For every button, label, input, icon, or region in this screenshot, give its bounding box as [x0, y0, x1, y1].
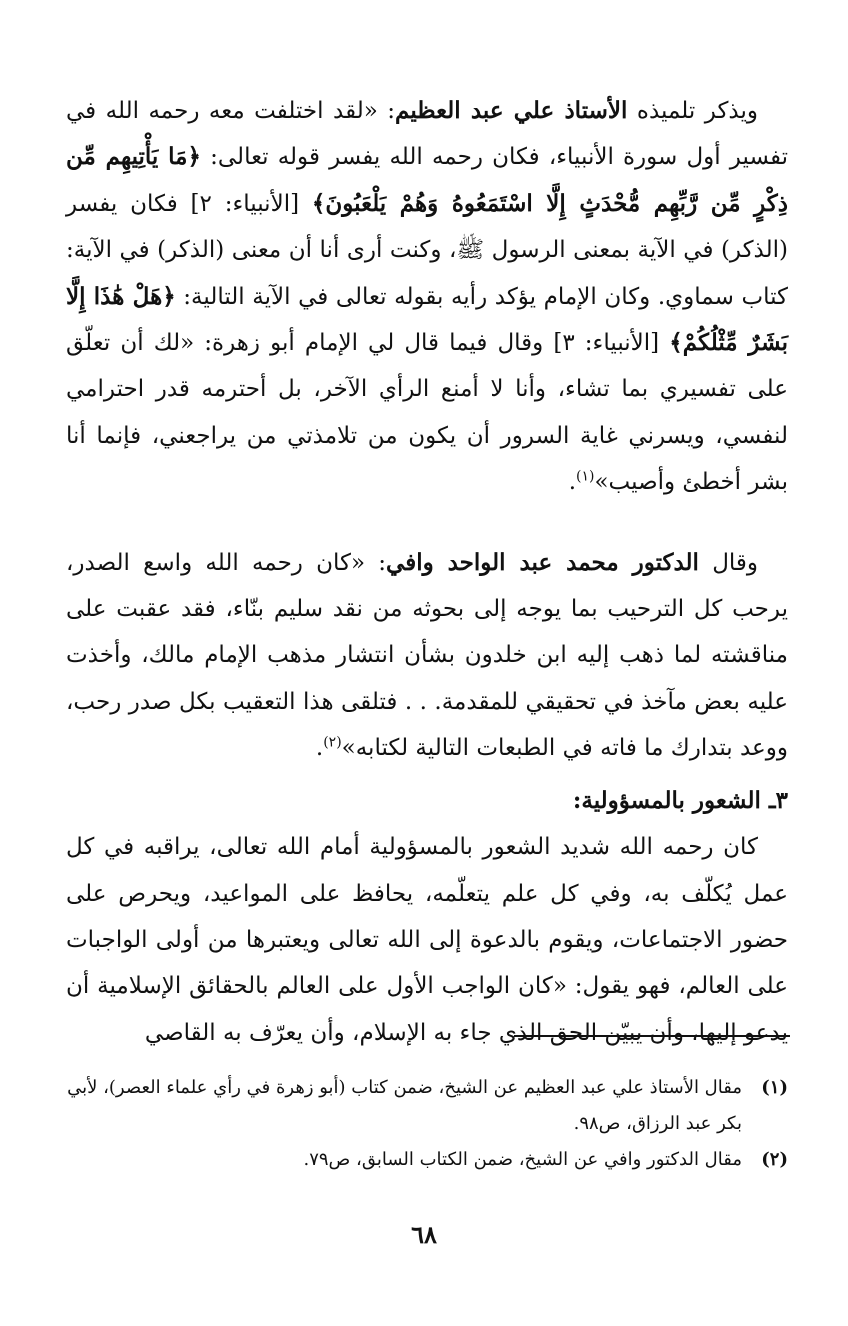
footnote-separator — [514, 1035, 790, 1037]
footnote-marker-2: (٢) — [323, 734, 342, 751]
footnote-2 — [66, 1142, 788, 1178]
section-heading: ٣ـ الشعور بالمسؤولية: — [572, 786, 788, 814]
paragraph1-intro: ويذكر تلميذه — [636, 98, 758, 124]
footnote-2-number: (٢) — [761, 1149, 788, 1170]
footnote-1-number: (١) — [761, 1077, 788, 1098]
paragraph-wafi — [66, 540, 788, 772]
paragraph1-end: . — [568, 469, 577, 496]
quran-reference-2: [الأنبياء: ٣] — [553, 330, 660, 357]
footnotes — [66, 1070, 788, 1178]
paragraph1-name: الأستاذ علي عبد العظيم — [395, 97, 628, 124]
paragraph1-text-b: فكان يفسر (الذكر) في الآية بمعنى الرسول ﷺ، وكنت أرى أنا أن معنى (الذكر) في الآية: كتاب سماوي. وكان الإمام يؤكد رأيه بقوله تعالى في الآية التالية: — [66, 190, 789, 310]
paragraph1-text-a: : «لقد اختلفت معه رحمه الله في تفسير أول سورة الأنبياء، فكان رحمه الله يفسر قوله تعالى: — [66, 98, 788, 171]
paragraph2-end: . — [315, 735, 324, 762]
quran-verse-2: ﴿هَلْ هَٰذَا إِلَّا بَشَرٌ مِّثْلُكُمْ﴾ — [66, 282, 789, 357]
footnote-2-text: مقال الدكتور وافي عن الشيخ، ضمن الكتاب السابق، ص٧٩. — [303, 1149, 742, 1170]
page-number: ٦٨ — [411, 1220, 437, 1249]
paragraph-ali-abdel-azim — [66, 88, 788, 506]
footnote-1 — [66, 1070, 788, 1142]
paragraph2-text: : «كان رحمه الله واسع الصدر، يرحب كل الترحيب بما يوجه إلى بحوثه من نقد سليم بنّاء، فقد عقبت على مناقشته لما ذهب إليه ابن خلدون بشأن انتشار مذهب الإمام مالك، وأخذت عليه بعض مآخذ في تحقيقي للمقدمة. . . فتلقى هذا التعقيب بكل صدر رحب، ووعد بتدارك ما فاته في الطبعات التالية لكتابه» — [66, 549, 788, 762]
footnote-1-text: مقال الأستاذ علي عبد العظيم عن الشيخ، ضمن كتاب (أبو زهرة في رأي علماء العصر)، لأبي بكر عبد الرزاق، ص٩٨. — [67, 1077, 742, 1134]
footnote-marker-1: (١) — [576, 468, 595, 485]
quran-reference-1: [الأنبياء: ٢] — [190, 190, 300, 217]
paragraph3-text: كان رحمه الله شديد الشعور بالمسؤولية أمام الله تعالى، يراقبه في كل عمل يُكلّف به، وفي كل علم يتعلّمه، يحافظ على المواعيد، ويحرص على حضور الاجتماعات، ويقوم بالدعوة إلى الله تعالى ويعتبرها من أولى الواجبات على العالم، فهو يقول: «كان الواجب الأول على العالم بالحقائق الإسلامية أن يدعو إليها، وأن يبيّن الحق الذي جاء به الإسلام، وأن يعرّف به القاصي — [66, 834, 788, 1046]
paragraph2-intro: وقال — [712, 549, 759, 576]
quran-verse-1: ﴿مَا يَأْتِيهِم مِّن ذِكْرٍ مِّن رَّبِّهِم مُّحْدَثٍ إِلَّا اسْتَمَعُوهُ وَهُمْ يَلْعَبُونَ﴾ — [66, 143, 788, 217]
main-text — [66, 88, 788, 1056]
paragraph1-text-c: وقال فيما قال لي الإمام أبو زهرة: «لك أن تعلّق على تفسيري بما تشاء، وأنا لا أمنع الرأي الآخر، بل أحترمه قدر احترامي لنفسي، ويسرني غاية السرور أن يكون من تلامذتي من يراجعني، فإنما أنا بشر أخطئ وأصيب» — [66, 330, 788, 496]
paragraph2-name: الدكتور محمد عبد الواحد وافي — [386, 548, 699, 576]
paragraph-responsibility — [66, 824, 788, 1056]
